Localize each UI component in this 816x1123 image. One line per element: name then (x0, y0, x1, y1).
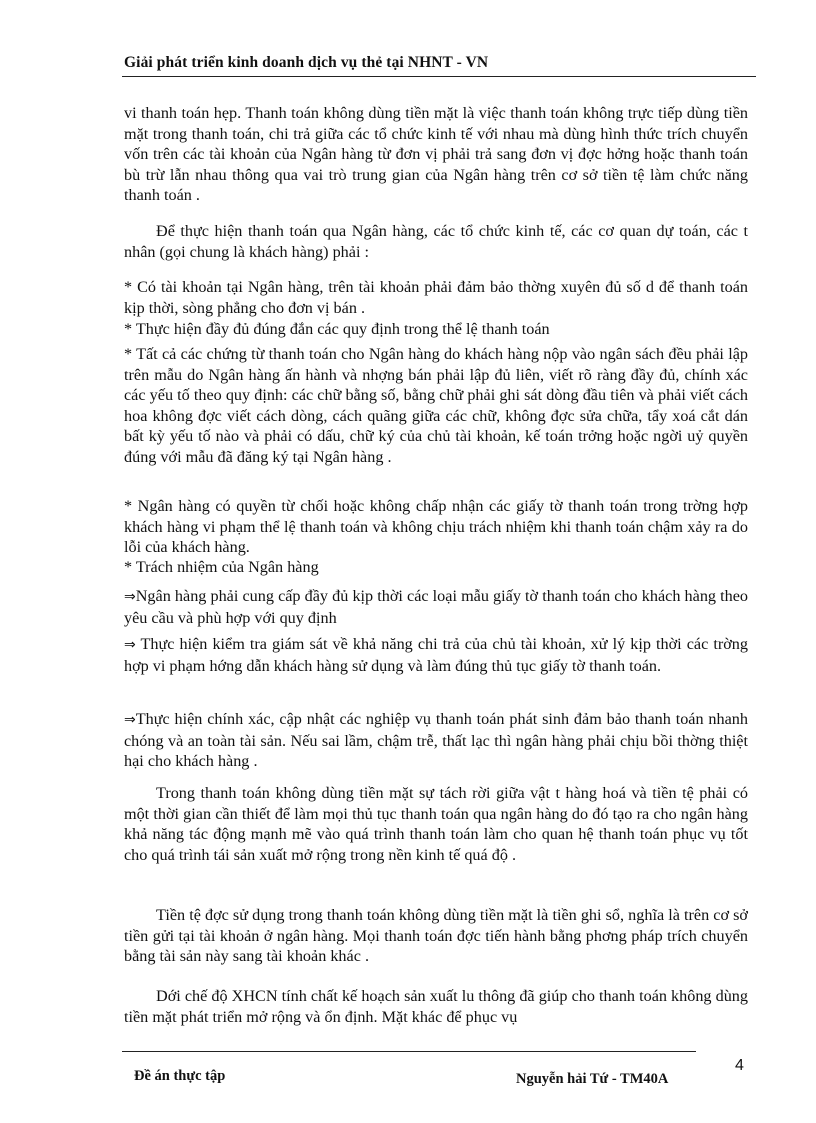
body-text: Tiền tệ đợc sử dụng trong thanh toán không dùng tiền mặt là tiền ghi sổ, nghĩa là trên cơ sở tiền gửi tại tài khoản ở ngân hàng. Mọi thanh toán đợc tiến hành bằng phơng pháp trích chuyển bằng tài sản này sang tài khoản khác . (124, 906, 748, 966)
page-number: 4 (735, 1057, 744, 1074)
body-text: Để thực hiện thanh toán qua Ngân hàng, các tổ chức kinh tế, các cơ quan dự toán, các t nhân (gọi chung là khách hàng) phải : (124, 222, 748, 261)
paragraph (124, 103, 748, 206)
body-text: * Ngân hàng có quyền từ chối hoặc không chấp nhận các giấy tờ thanh toán trong trờng hợp khách hàng vi phạm thể lệ thanh toán và không chịu trách nhiệm khi thanh toán chậm xảy ra do lỗi của khách hàng. (124, 497, 748, 557)
arrow-icon: ⇒ (124, 637, 136, 653)
paragraph (124, 986, 748, 1027)
footer-rule (122, 1051, 696, 1052)
body-text: ⇒Ngân hàng phải cung cấp đầy đủ kịp thời các loại mẫu giấy tờ thanh toán cho khách hàng theo yêu cầu và phù hợp với quy định (124, 587, 748, 627)
body-text: ⇒ Thực hiện kiểm tra giám sát về khả năng chi trả của chủ tài khoản, xử lý kịp thời các trờng hợp vi phạm hớng dẫn khách hàng sử dụng và làm đúng thủ tục giấy tờ thanh toán. (124, 635, 748, 675)
arrow-item (124, 586, 748, 628)
bullet-item (124, 319, 748, 340)
arrow-item (124, 709, 748, 772)
header-title: Giải phát triển kinh doanh dịch vụ thẻ tại NHNT - VN (124, 54, 489, 71)
bullet-item (124, 277, 748, 318)
arrow-item (124, 634, 748, 676)
body-text: vi thanh toán hẹp. Thanh toán không dùng tiền mặt là việc thanh toán không trực tiếp dùng tiền mặt trong thanh toán, chi trả giữa các tổ chức kinh tế với nhau mà dùng hình thức trích chuyển vốn trên các tài khoản của Ngân hàng từ đơn vị phải trả sang đơn vị đợc hởng hoặc thanh toán bù trừ lẫn nhau thông qua vai trò trung gian của Ngân hàng trên cơ sở tiền tệ làm chức năng thanh toán . (124, 104, 748, 205)
paragraph (124, 905, 748, 967)
footer-left: Đề án thực tập (134, 1068, 226, 1084)
arrow-icon: ⇒ (124, 712, 136, 728)
body-text: * Thực hiện đầy đủ đúng đắn các quy định trong thể lệ thanh toán (124, 320, 550, 338)
bullet-item (124, 344, 748, 468)
bullet-item (124, 557, 748, 578)
body-text: ⇒Thực hiện chính xác, cập nhật các nghiệp vụ thanh toán phát sinh đảm bảo thanh toán nhanh chóng và an toàn tài sản. Nếu sai lầm, chậm trễ, thất lạc thì ngân hàng phải chịu bồi thờng thiệt hại cho khách hàng . (124, 710, 748, 771)
header-rule (122, 76, 756, 77)
body-text: * Có tài khoản tại Ngân hàng, trên tài khoản phải đảm bảo thờng xuyên đủ số d để thanh toán kịp thời, sòng phẳng cho đơn vị bán . (124, 278, 748, 317)
arrow-icon: ⇒ (124, 589, 136, 605)
body-text: * Tất cả các chứng từ thanh toán cho Ngân hàng do khách hàng nộp vào ngân sách đều phải lập trên mẫu do Ngân hàng ấn hành và nhợng bán phải lập đủ liên, viết rõ ràng đầy đủ, chính xác các yếu tố theo quy định: các chữ bằng số, bằng chữ phải ghi sát dòng đầu tiên và phải viết cách hoa không đợc viết cách dòng, cách quãng giữa các chữ, không đợc sửa chữa, tẩy xoá cắt dán bất kỳ yếu tố nào và phải có dấu, chữ ký của chủ tài khoản, kế toán trởng hoặc ngời uỷ quyền đúng với mẫu đã đăng ký tại Ngân hàng . (124, 345, 748, 466)
paragraph (124, 221, 748, 262)
paragraph (124, 783, 748, 865)
footer-right: Nguyễn hải Tứ - TM40A (516, 1071, 669, 1087)
body-text: Trong thanh toán không dùng tiền mặt sự tách rời giữa vật t hàng hoá và tiền tệ phải có một thời gian cần thiết để làm mọi thủ tục thanh toán qua ngân hàng do đó tạo ra cho ngân hàng khả năng tác động mạnh mẽ vào quá trình thanh toán làm cho quan hệ thanh toán phục vụ tốt cho quá trình tái sản xuất mở rộng trong nền kinh tế quá độ . (124, 784, 748, 864)
bullet-item (124, 496, 748, 558)
body-text: * Trách nhiệm của Ngân hàng (124, 558, 319, 576)
body-text: Dới chế độ XHCN tính chất kế hoạch sản xuất lu thông đã giúp cho thanh toán không dùng tiền mặt phát triển mở rộng và ổn định. Mặt khác để phục vụ (124, 987, 748, 1026)
